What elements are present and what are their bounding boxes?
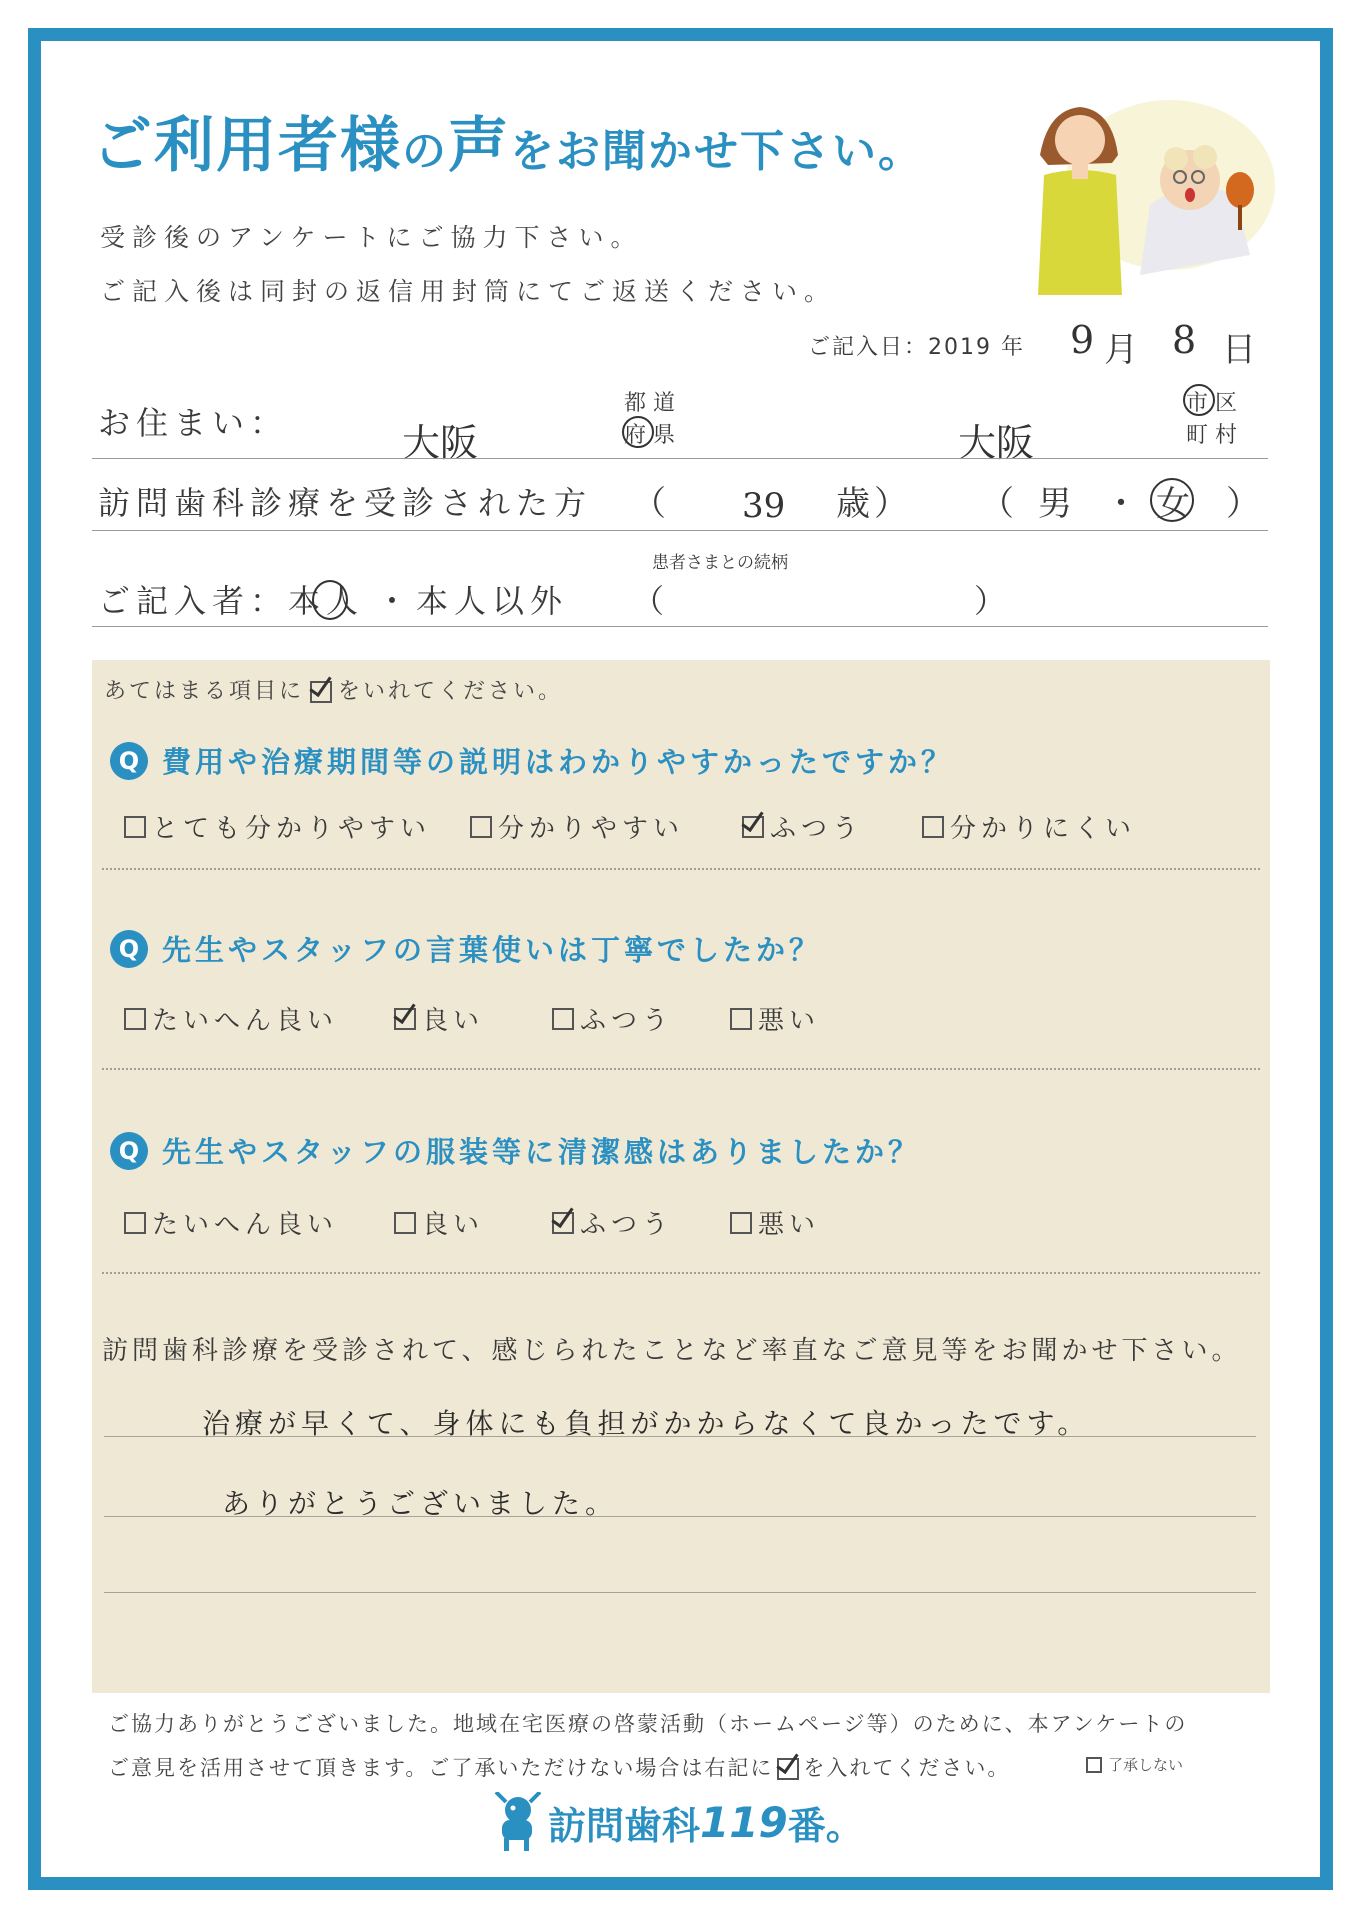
comment-rule [104,1436,1256,1437]
q2-option-4[interactable]: 悪い [730,1000,820,1037]
writer-self: 本人 [288,582,365,620]
pref-circle-mark [622,416,654,448]
comment-rule [104,1592,1256,1593]
gender-circle-mark [1150,478,1194,522]
city-circle-mark [1183,384,1215,416]
pref-units-bottom: 府 県 [624,423,675,448]
decline-option[interactable]: 了承しない [1086,1754,1183,1775]
comment-line-1[interactable]: 治療が早くて、身体にも負担がかからなくて良かったです。 [202,1407,1091,1440]
date-month-unit: 月 [1104,330,1138,370]
city-units-top: 市 区 [1186,391,1237,416]
q1-option-2[interactable]: 分かりやすい [470,808,684,845]
prefecture-value: 大阪 [402,421,479,465]
checkbox-icon[interactable] [394,1212,416,1234]
q2-option-3[interactable]: ふつう [552,1000,673,1037]
checkbox-icon[interactable] [124,1008,146,1030]
relation-open-paren: （ [632,582,671,620]
pref-units-top: 都 道 [624,391,675,416]
checkbox-icon[interactable] [1086,1757,1102,1773]
q-badge-icon: Q [110,930,148,968]
hint-check-icon [310,681,332,703]
checkbox-icon[interactable] [124,1212,146,1234]
q3-option-3[interactable]: ふつう [552,1204,673,1241]
date-month-value: 9 [1070,318,1095,362]
city-value: 大阪 [958,421,1035,465]
age-unit: 歳） [836,484,912,524]
q3-option-4[interactable]: 悪い [730,1204,820,1241]
relation-note: 患者さまとの続柄 [652,553,788,573]
gender-dot: ・ [1104,484,1138,524]
age-value: 39 [742,486,786,526]
comment-rule [104,1516,1256,1517]
caregiver-illustration [1000,55,1280,300]
q1-option-3[interactable]: ふつう [742,808,863,845]
writer-self-circle [312,580,348,620]
comment-line-2[interactable]: ありがとうございました。 [222,1487,619,1520]
city-units-bottom: 町 村 [1186,423,1237,448]
q1-option-1[interactable]: とても分かりやすい [124,808,431,845]
checkbox-checked-icon[interactable] [394,1008,416,1030]
relation-close-paren: ） [974,582,1013,620]
brand-logo: 訪問歯科 119 番。 [488,1792,864,1852]
divider [102,1272,1260,1274]
gender-close-paren: ） [1226,484,1260,524]
q-badge-icon: Q [110,1132,148,1170]
footer-check-icon [777,1758,799,1780]
q3-option-2[interactable]: 良い [394,1204,484,1241]
question-3-text: 先生やスタッフの服装等に清潔感はありましたか？ [162,1135,922,1169]
patient-rule [92,530,1268,531]
question-1-text: 費用や治療期間等の説明はわかりやすかったですか？ [162,745,955,779]
survey-panel [92,660,1270,1693]
footer-line-1: ご協力ありがとうございました。地域在宅医療の啓蒙活動（ホームページ等）のために、本アンケートの [108,1712,1188,1736]
gender-male: 男 [1038,484,1072,524]
address-rule [92,458,1268,459]
checkbox-icon[interactable] [470,816,492,838]
writer-dot: ・ [376,582,415,620]
question-3 [110,1130,921,1171]
writer-other: 本人以外 [416,582,569,620]
footer-line-2: ご意見を活用させて頂きます。ご了承いただけない場合は右記に を入れてください。 [108,1756,1011,1780]
question-2-text: 先生やスタッフの言葉使いは丁寧でしたか？ [162,933,823,967]
divider [102,868,1260,870]
deer-mascot-icon [488,1792,542,1852]
q2-option-2[interactable]: 良い [394,1000,484,1037]
checkbox-checked-icon[interactable] [742,816,764,838]
writer-label: ご記入者： [98,582,289,620]
checkbox-icon[interactable] [124,816,146,838]
instruction-line-1: 受診後のアンケートにご協力下さい。 [100,223,643,252]
date-day-value: 8 [1172,318,1197,362]
date-label: ご記入日：2019 年 [808,335,1025,360]
page-title: ご利用者様の声をお聞かせ下さい。 [92,111,924,181]
gender-open-paren: （ [980,484,1014,524]
age-open-paren: （ [632,484,666,524]
checkbox-icon[interactable] [730,1008,752,1030]
divider [102,1068,1260,1070]
question-1 [110,740,954,781]
date-day-unit: 日 [1222,330,1256,370]
q3-option-1[interactable]: たいへん良い [124,1204,338,1241]
survey-hint: あてはまる項目に をいれてください。 [104,679,564,704]
checkbox-icon[interactable] [552,1008,574,1030]
q-badge-icon: Q [110,742,148,780]
checkbox-icon[interactable] [922,816,944,838]
checkbox-icon[interactable] [730,1212,752,1234]
checkbox-checked-icon[interactable] [552,1212,574,1234]
question-2 [110,928,822,969]
q1-option-4[interactable]: 分かりにくい [922,808,1136,845]
patient-label: 訪問歯科診療を受診された方 [98,484,593,522]
writer-rule [92,626,1268,627]
q2-option-1[interactable]: たいへん良い [124,1000,338,1037]
gender-female: 女 [1156,484,1190,524]
address-label: お住まい： [98,404,289,442]
free-comment-question: 訪問歯科診療を受診されて、感じられたことなど率直なご意見等をお聞かせ下さい。 [102,1336,1242,1366]
instruction-line-2: ご記入後は同封の返信用封筒にてご返送ください。 [100,277,837,306]
